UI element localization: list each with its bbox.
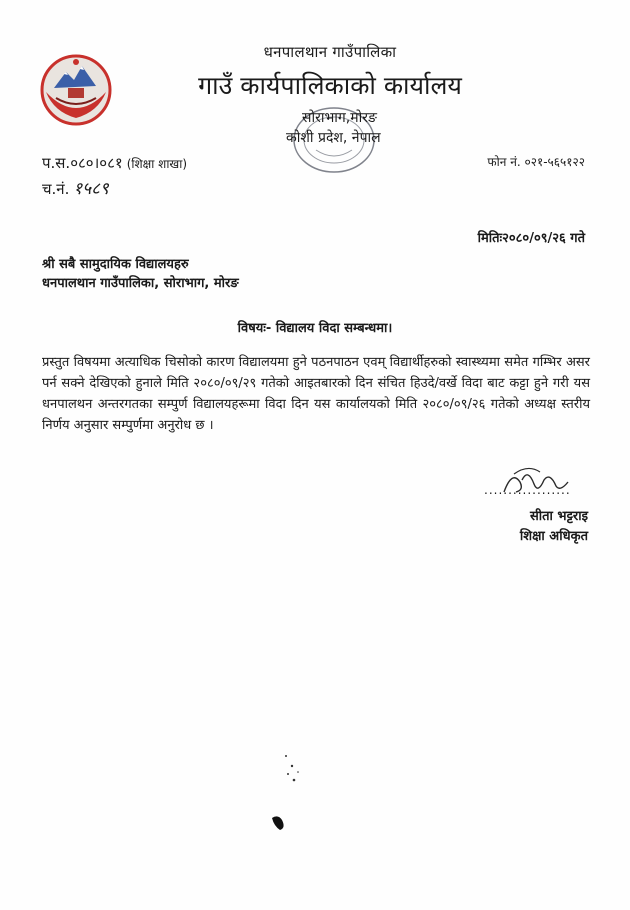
recipient-line-1: श्री सबै सामुदायिक विद्यालयहरु <box>42 257 189 272</box>
municipality-name: धनपालथान गाउँपालिका <box>263 43 397 61</box>
ink-blot <box>270 814 290 832</box>
letter-date: मितिः२०८०/०९/२६ गते <box>477 231 585 246</box>
subject-line: विषयः- विद्यालय विदा सम्बन्धमा। <box>237 321 393 336</box>
dispatch-number <box>42 176 109 199</box>
office-address: सोराभाग,मोरङ <box>302 110 377 126</box>
patra-sankhya-value: प.स.०८०।०८१ <box>42 154 123 172</box>
signer-designation: शिक्षा अधिकृत <box>519 529 588 544</box>
patra-sankhya <box>42 153 187 173</box>
office-province: कोशी प्रदेश, नेपाल <box>286 130 381 146</box>
signer-name: सीता भट्टराइ <box>529 509 588 524</box>
recipient-line-2: धनपालथान गाउँपालिका, सोराभाग, मोरङ <box>42 276 239 291</box>
dispatch-value: १५८९ <box>73 179 109 199</box>
branch-label: (शिक्षा शाखा) <box>126 157 188 171</box>
dispatch-label: च.नं. <box>42 180 70 198</box>
scan-speck <box>280 752 304 792</box>
office-title: गाउँ कार्यपालिकाको कार्यालय <box>198 71 462 100</box>
letter-body: प्रस्तुत विषयमा अत्याधिक चिसोको कारण विद्यालयमा हुने पठनपाठन एवम् विद्यार्थीहरुको स्वास्थ्यमा समेत गम्भिर असर पर्न सक्ने देखिएको हुनाले मिति २०८०/०९/२९ गतेको आइतबारको दिन संचित हिउदे/वर्खे विदा बाट कट्टा हुने गरी यस धनपालथन अन्तरगतका सम्पुर्ण विद्यालयहरूमा विदा दिन यस कार्यालयको मिति २०८०/०९/२६ गतेको अध्यक्ष स्तरीय निर्णय अनुसार सम्पुर्णमा अनुरोध छ । <box>42 355 590 433</box>
phone-number: फोन नं. ०२१-५६५१२२ <box>487 155 585 169</box>
signature-line: .................. <box>484 483 571 497</box>
